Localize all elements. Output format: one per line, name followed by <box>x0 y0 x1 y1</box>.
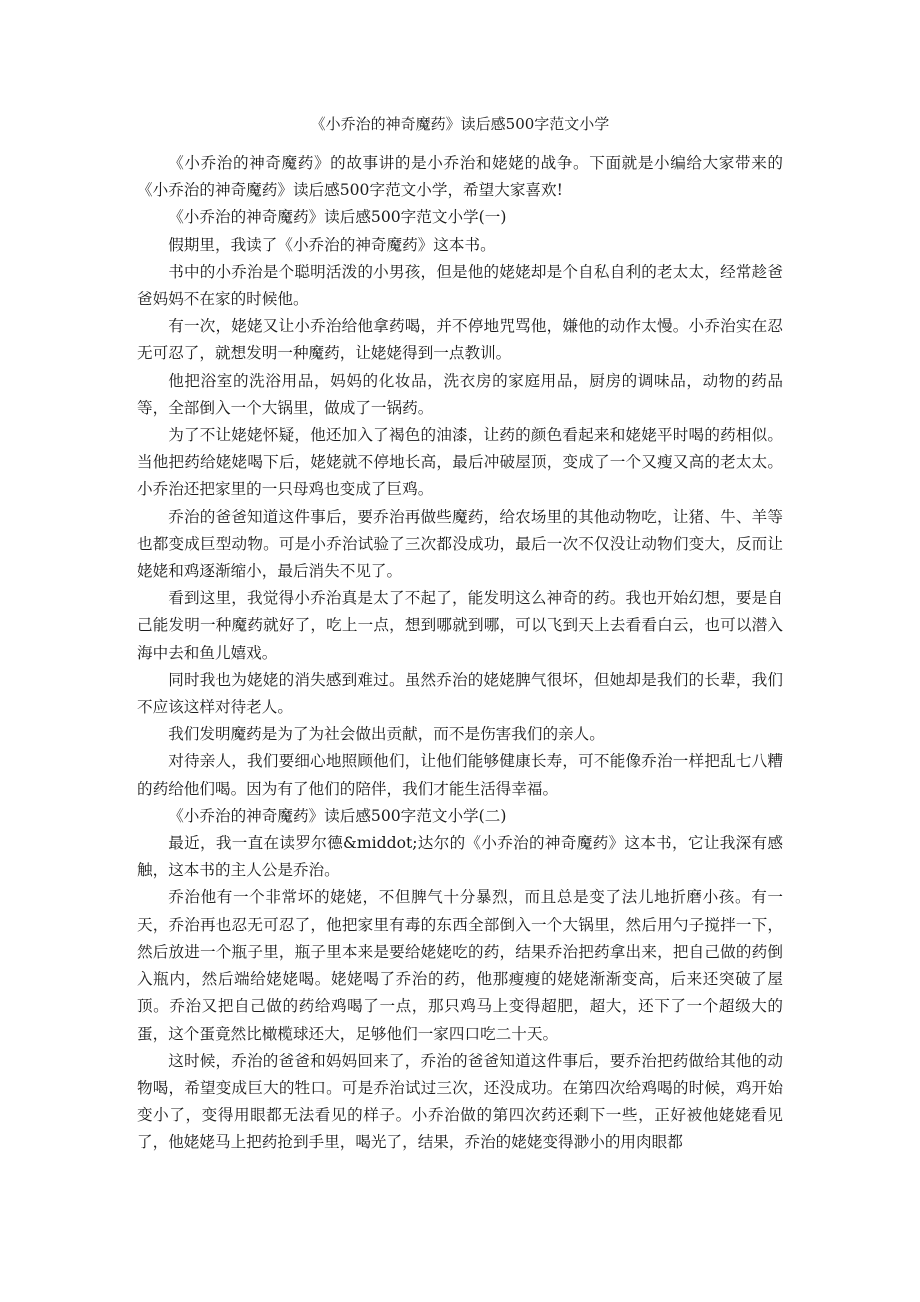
paragraph: 乔治他有一个非常坏的姥姥，不但脾气十分暴烈，而且总是变了法儿地折磨小孩。有一天，乔治再也忍无可忍了，他把家里有毒的东西全部倒入一个大锅里，然后用勺子搅拌一下，然后放进一个瓶子里，瓶子里本来是要给姥姥吃的药，结果乔治把药拿出来，把自己做的药倒入瓶内，然后端给姥姥喝。姥姥喝了乔治的药，他那瘦瘦的姥姥渐渐变高，后来还突破了屋顶。乔治又把自己做的药给鸡喝了一点，那只鸡马上变得超肥，超大，还下了一个超级大的蛋，这个蛋竟然比橄榄球还大，足够他们一家四口吃二十天。 <box>137 888 783 1043</box>
document-title: 《小乔治的神奇魔药》读后感500字范文小学 <box>310 115 610 133</box>
paragraph: 他把浴室的洗浴用品，妈妈的化妆品，洗衣房的家庭用品，厨房的调味品，动物的药品等，全部倒入一个大锅里，做成了一锅药。 <box>137 371 783 417</box>
document-body <box>137 150 783 1157</box>
paragraph: 乔治的爸爸知道这件事后，要乔治再做些魔药，给农场里的其他动物吃，让猪、牛、羊等也都变成巨型动物。可是小乔治试验了三次都没成功，最后一次不仅没让动物们变大，反而让姥姥和鸡逐渐缩小，最后消失不见了。 <box>137 507 783 581</box>
paragraph: 有一次，姥姥又让小乔治给他拿药喝，并不停地咒骂他，嫌他的动作太慢。小乔治实在忍无可忍了，就想发明一种魔药，让姥姥得到一点教训。 <box>137 317 783 363</box>
paragraph: 同时我也为姥姥的消失感到难过。虽然乔治的姥姥脾气很坏，但她却是我们的长辈，我们不应该这样对待老人。 <box>137 670 783 717</box>
paragraph: 看到这里，我觉得小乔治真是太了不起了，能发明这么神奇的药。我也开始幻想，要是自己能发明一种魔药就好了，吃上一点，想到哪就到哪，可以飞到天上去看看白云，也可以潜入海中去和鱼儿嬉戏。 <box>137 589 783 662</box>
section-heading-1: 《小乔治的神奇魔药》读后感500字范文小学(一) <box>168 208 507 227</box>
paragraph: 最近，我一直在读罗尔德&middot;达尔的《小乔治的神奇魔药》这本书，它让我深有感触，这本书的主人公是乔治。 <box>137 834 783 880</box>
paragraph: 这时候，乔治的爸爸和妈妈回来了，乔治的爸爸知道这件事后，要乔治把药做给其他的动物喝，希望变成巨大的牲口。可是乔治试过三次，还没成功。在第四次给鸡喝的时候，鸡开始变小了，变得用眼都无法看见的样子。小乔治做的第四次药还剩下一些，正好被他姥姥看见了，他姥姥马上把药抢到手里，喝光了，结果，乔治的姥姥变得渺小的用肉眼都 <box>137 1051 783 1152</box>
paragraph-intro: 《小乔治的神奇魔药》的故事讲的是小乔治和姥姥的战争。下面就是小编给大家带来的《小乔治的神奇魔药》读后感500字范文小学，希望大家喜欢! <box>137 154 783 200</box>
paragraph: 我们发明魔药是为了为社会做出贡献，而不是伤害我们的亲人。 <box>168 725 605 744</box>
paragraph: 假期里，我读了《小乔治的神奇魔药》这本书。 <box>168 235 496 254</box>
paragraph: 书中的小乔治是个聪明活泼的小男孩，但是他的姥姥却是个自私自利的老太太，经常趁爸爸妈妈不在家的时候他。 <box>137 262 783 309</box>
paragraph: 对待亲人，我们要细心地照顾他们，让他们能够健康长寿，可不能像乔治一样把乱七八糟的药给他们喝。因为有了他们的陪伴，我们才能生活得幸福。 <box>137 752 783 798</box>
section-heading-2: 《小乔治的神奇魔药》读后感500字范文小学(二) <box>168 806 507 825</box>
paragraph: 为了不让姥姥怀疑，他还加入了褐色的油漆，让药的颜色看起来和姥姥平时喝的药相似。当他把药给姥姥喝下后，姥姥就不停地长高，最后冲破屋顶，变成了一个又瘦又高的老太太。小乔治还把家里的一只母鸡也变成了巨鸡。 <box>137 426 783 499</box>
